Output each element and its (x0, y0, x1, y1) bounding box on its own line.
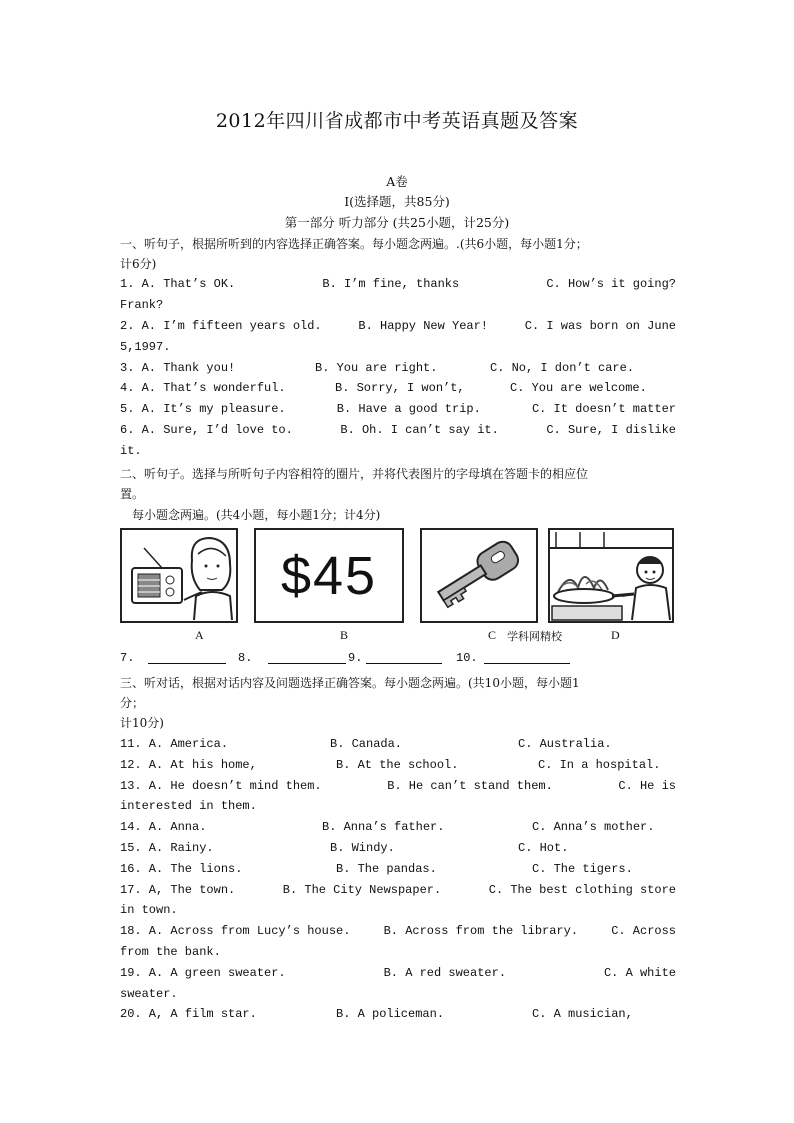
answer-blank-7[interactable] (148, 651, 226, 664)
question-1-cont: Frank? (120, 298, 164, 312)
page-title: 2012年四川省成都市中考英语真题及答案 (215, 110, 579, 132)
option-c: C. It doesn’t matter (531, 402, 676, 416)
option-c: C. A musician, (532, 1007, 633, 1021)
option-a: 13. A. He doesn’t mind them. (120, 779, 322, 793)
key-icon (422, 530, 536, 621)
price-text: $45 (280, 545, 378, 606)
option-a: 11. A. America. (120, 737, 229, 751)
question-6 (120, 423, 676, 437)
blank-label-9: 9. (348, 651, 363, 665)
question-2 (120, 319, 676, 333)
option-b: B. You are right. (315, 361, 438, 375)
picture-b (254, 528, 404, 623)
question-17-cont: in town. (120, 903, 178, 917)
option-c: C. A white (603, 966, 676, 980)
option-a: 18. A. Across from Lucy’s house. (120, 924, 351, 938)
q2-instruction: 二、听句子。选择与所听句子内容相符的圈片，并将代表图片的字母填在答题卡的相应位 (120, 467, 589, 481)
option-b: B. Sorry, I won’t, (335, 381, 465, 395)
question-2-cont: 5,1997. (120, 340, 171, 354)
answer-blank-9[interactable] (366, 651, 442, 664)
option-b: B. Windy. (330, 841, 395, 855)
cooking-man-illustration (550, 530, 672, 621)
option-b: B. Oh. I can’t say it. (340, 423, 499, 437)
option-b: B. A policeman. (336, 1007, 445, 1021)
option-a: 15. A. Rainy. (120, 841, 214, 855)
option-c: C. He is (618, 779, 676, 793)
option-c: C. Australia. (518, 737, 612, 751)
picture-label-b: B (340, 628, 349, 642)
radio-girl-illustration (122, 530, 236, 621)
question-1 (120, 277, 676, 291)
answer-blank-10[interactable] (484, 651, 570, 664)
blank-label-10: 10. (456, 651, 478, 665)
watermark-text: 学科网精校 (507, 630, 562, 643)
part-heading: 第一部分 听力部分 (共25小题，计25分) (284, 215, 510, 230)
blank-label-7: 7. (120, 651, 135, 665)
option-b: B. Anna’s father. (322, 820, 445, 834)
option-a: 17. A, The town. (120, 883, 236, 897)
option-a: 14. A. Anna. (120, 820, 207, 834)
question-17 (120, 883, 676, 897)
q2-instruction-cont: 置。 (120, 487, 145, 501)
option-b: B. I’m fine, thanks (322, 277, 460, 291)
q3-instruction: 三、听对话，根据对话内容及问题选择正确答案。每小题念两遍。(共10小题，每小题1 (120, 676, 580, 690)
option-a: 6. A. Sure, I’d love to. (120, 423, 293, 437)
question-13-cont: interested in them. (120, 799, 257, 813)
option-a: 4. A. That’s wonderful. (120, 381, 286, 395)
option-c: C. The best clothing store (488, 883, 676, 897)
option-b: B. Have a good trip. (336, 402, 481, 416)
q3-instruction-note: 计10分) (120, 716, 164, 730)
option-b: B. Canada. (330, 737, 403, 751)
question-19 (120, 966, 676, 980)
option-b: B. At the school. (336, 758, 459, 772)
picture-c (420, 528, 538, 623)
option-c: C. In a hospital. (538, 758, 661, 772)
question-18 (120, 924, 676, 938)
volume-heading: A卷 (386, 174, 408, 189)
picture-label-a: A (195, 628, 204, 642)
option-a: 16. A. The lions. (120, 862, 243, 876)
picture-label-d: D (611, 628, 620, 642)
option-a: 3. A. Thank you! (120, 361, 236, 375)
question-6-cont: it. (120, 444, 142, 458)
blank-label-8: 8. (238, 651, 253, 665)
option-c: C. How’s it going? (546, 277, 676, 291)
option-c: C. I was born on June (524, 319, 676, 333)
option-b: B. A red sweater. (383, 966, 507, 980)
question-13 (120, 779, 676, 793)
option-c: C. Across (611, 924, 676, 938)
option-a: 19. A. A green sweater. (120, 966, 286, 980)
question-18-cont: from the bank. (120, 945, 221, 959)
picture-a (120, 528, 238, 623)
q1-instruction: 一、听句子，根据所听到的内容选择正确答案。每小题念两遍。.(共6小题，每小题1分； (120, 237, 588, 251)
answer-blank-8[interactable] (268, 651, 346, 664)
option-a: 20. A, A film star. (120, 1007, 257, 1021)
option-a: 1. A. That’s OK. (120, 277, 236, 291)
option-b: B. Happy New Year! (358, 319, 489, 333)
option-c: C. You are welcome. (510, 381, 647, 395)
picture-d (548, 528, 674, 623)
option-c: C. Anna’s mother. (532, 820, 655, 834)
question-19-cont: sweater. (120, 987, 178, 1001)
option-b: B. He can’t stand them. (387, 779, 553, 793)
option-c: C. Sure, I dislike (546, 423, 676, 437)
option-c: C. Hot. (518, 841, 569, 855)
option-c: C. The tigers. (532, 862, 633, 876)
option-b: B. The pandas. (336, 862, 437, 876)
q1-instruction-cont: 计6分) (120, 257, 157, 271)
question-5 (120, 402, 676, 416)
option-a: 5. A. It’s my pleasure. (120, 402, 286, 416)
option-a: 12. A. At his home, (120, 758, 257, 772)
q3-instruction-cont: 分； (120, 696, 145, 710)
option-b: B. Across from the library. (383, 924, 579, 938)
q2-instruction-note: 每小题念两遍。(共4小题，每小题1分；计4分) (132, 508, 381, 522)
option-a: 2. A. I’m fifteen years old. (120, 319, 322, 333)
option-c: C. No, I don’t care. (490, 361, 635, 375)
section-heading: I(选择题，共85分) (344, 194, 450, 209)
picture-label-c: C (488, 628, 497, 642)
option-b: B. The City Newspaper. (282, 883, 442, 897)
